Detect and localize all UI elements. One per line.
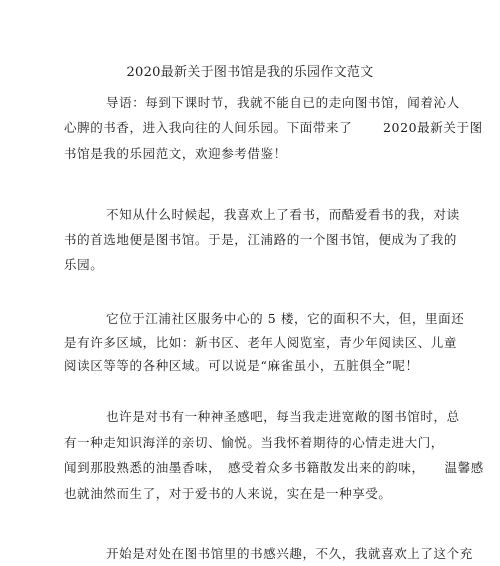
document-title: 2020最新关于图书馆是我的乐园作文范文 [126, 65, 374, 80]
paragraph-line: 也就油然而生了，对于爱书的人来说，实在是一种享受。 [64, 486, 392, 501]
paragraph-line: 乐园。 [64, 257, 104, 272]
paragraph-line: 导语：每到下课时节，我就不能自已的走向图书馆，闻着沁人 [106, 95, 460, 110]
paragraph-line: 闻到那股熟悉的油墨香味， 感受着众多书籍散发出来的韵味， 温馨感 [64, 460, 484, 475]
paragraph-line: 它位于江浦社区服务中心的 5 楼，它的面积不大，但，里面还 [106, 311, 465, 326]
paragraph-line: 书的首选地便是图书馆。于是，江浦路的一个图书馆，便成为了我的 [64, 232, 458, 247]
paragraph-line: 心脾的书香，进入我向往的人间乐园。下面带来了 2020最新关于图 [64, 120, 483, 135]
paragraph-line: 也许是对书有一种神圣感吧，每当我走进宽敞的图书馆时，总 [106, 409, 460, 424]
paragraph-line: 不知从什么时候起，我喜欢上了看书，而酷爱看书的我，对读 [106, 207, 460, 222]
paragraph-line: 阅读区等等的各种区域。可以说是“麻雀虽小，五脏俱全”呢！ [64, 358, 419, 373]
paragraph-line: 书馆是我的乐园范文，欢迎参考借鉴！ [64, 146, 287, 161]
paragraph-line: 开始是对处在图书馆里的书感兴趣，不久，我就喜欢上了这个充 [106, 546, 473, 561]
paragraph-line: 有一种走知识海洋的亲切、愉悦。当我怀着期待的心情走进大门， [64, 435, 444, 450]
paragraph-line: 是有许多区域，比如：新书区、老年人阅览室，青少年阅读区、儿童 [64, 335, 458, 350]
